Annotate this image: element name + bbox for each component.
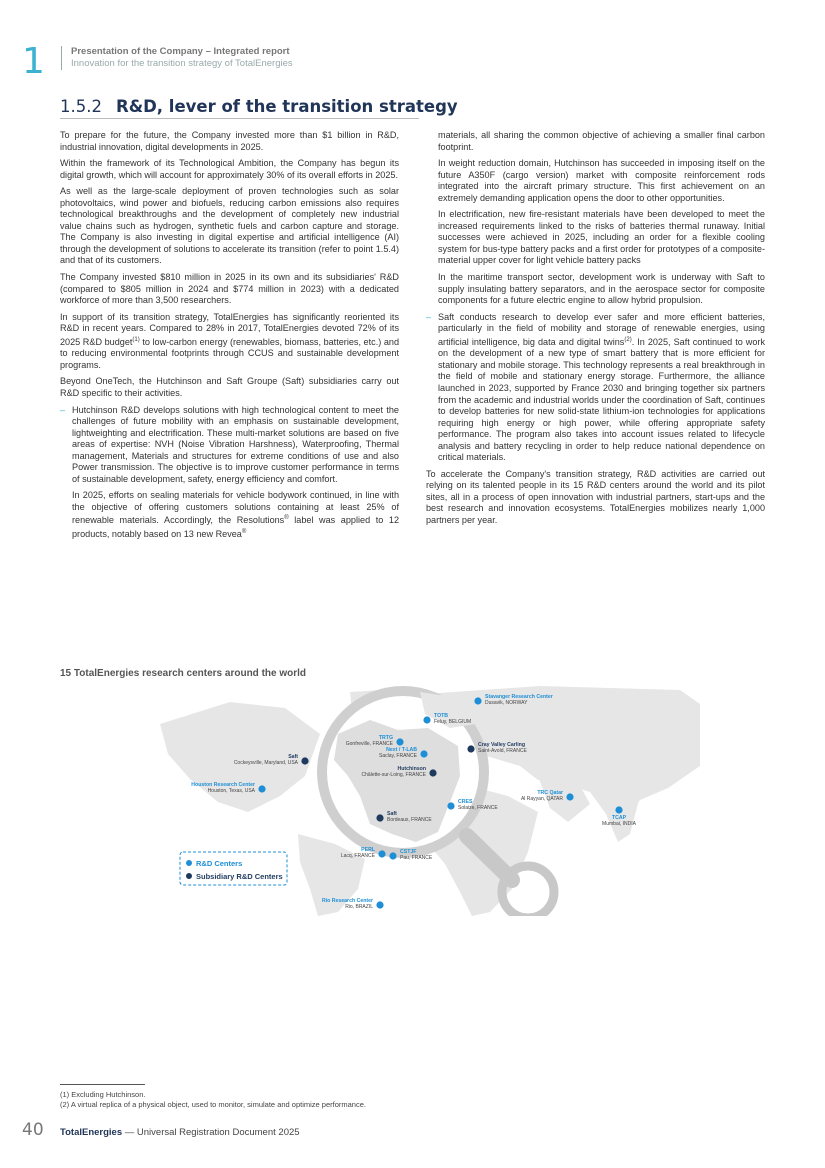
center-name: TOTB: [434, 713, 449, 719]
paragraph: To accelerate the Company's transition strategy, R&D activities are carried out relying on its talented people in its 15 R&D centers around the world and its pilot sites, all in a process of open innovation with industrial partners, start-ups and the best research and innovation ecosystems. TotalEnergies mobilizes nearly 1,000 partners per year.: [426, 468, 765, 525]
legend-subsidiary: Subsidiary R&D Centers: [196, 872, 283, 881]
center-name: Saft: [288, 754, 298, 760]
center-name: Stavanger Research Center: [485, 694, 553, 700]
center-dot: [378, 850, 385, 857]
center-location: Al Rayyan, QATAR: [520, 796, 563, 802]
research-centers-map: [120, 684, 700, 916]
footnote-1: (1) Excluding Hutchinson.: [60, 1090, 146, 1099]
chapter-number: 1: [22, 41, 45, 82]
paragraph: In support of its transition strategy, TotalEnergies has significantly reoriented its R&D in recent years. Compared to 28% in 2017, TotalEnergies devoted 72% of its 2025 R&D budget$^{(1)}$ to low-carbon energy (renewables, biomass, batteries, etc.) and to reducing environmental footprints through CCUS and sustainable development programs.: [60, 311, 399, 370]
center-dot: [396, 738, 403, 745]
center-dot: [301, 757, 308, 764]
center-name: Cray Valley Carling: [478, 742, 525, 748]
center-location: Saint-Avold, FRANCE: [478, 748, 527, 754]
center-dot: [376, 901, 383, 908]
footer-text: TotalEnergies — Universal Registration Document 2025: [60, 1127, 300, 1138]
center-location: Feluy, BELGIUM: [434, 719, 472, 725]
center-location: Saclay, FRANCE: [379, 753, 417, 759]
center-location: Mumbai, INDIA: [602, 821, 636, 827]
center-dot: [615, 806, 622, 813]
center-name: Next / T-LAB: [386, 747, 417, 753]
paragraph: The Company invested $810 million in 2025 in its own and its subsidiaries' R&D (compared to $805 million in 2024 and $774 million in 2023) with a dedicated workforce of more than 3,500 researchers.: [60, 272, 399, 306]
map-legend: [180, 852, 287, 885]
footnote-rule: [60, 1084, 145, 1085]
center-name: Hutchinson: [397, 766, 426, 772]
center-location: Houston, Texas, USA: [207, 788, 255, 794]
paragraph: Beyond OneTech, the Hutchinson and Saft Groupe (Saft) subsidiaries carry out R&D specific to their activities.: [60, 376, 399, 398]
section-heading: [60, 97, 458, 116]
bullet-hutchinson: – Hutchinson R&D develops solutions with high technological content to meet the challenges of future mobility with an emphasis on sustainable development, lightweighting and electrification. These multi-market solutions are based on five areas of expertise: NVH (Noise Vibration Harshness), Waterproofing, Thermal management, Materials and structures for extreme conditions of use and also Power transmission. The objective is to improve customer performance in terms of sustainable development, safety, energy efficiency and comfort.: [60, 405, 399, 486]
paragraph: As well as the large-scale deployment of proven technologies such as solar photovoltaics, wind power and biofuels, reducing carbon emissions also requires technological breakthroughs and the development of completely new industrial value chains such as hydrogen, synthetic fuels and carbon capture and storage. The Company is also investing in digital expertise and artificial intelligence (AI) through the development of solutions to accelerate its transition (refer to point 1.5.4) and that of its customers.: [60, 186, 399, 266]
center-name: Saft: [387, 811, 397, 817]
center-name: CSTJF: [400, 849, 417, 855]
header-subtitle: Innovation for the transition strategy of TotalEnergies: [71, 58, 293, 69]
center-location: Pau, FRANCE: [400, 855, 433, 861]
center-dot: [566, 793, 573, 800]
center-name: TCAP: [611, 815, 627, 821]
section-title: R&D, lever of the transition strategy: [115, 97, 458, 116]
center-location: Lacq, FRANCE: [340, 853, 375, 859]
center-dot: [467, 745, 474, 752]
center-dot: [447, 802, 454, 809]
center-name: Houston Research Center: [191, 782, 255, 788]
left-column: [60, 130, 399, 546]
center-name: TRTG: [378, 735, 393, 741]
center-dot: [258, 785, 265, 792]
paragraph: In 2025, efforts on sealing materials for vehicle bodywork continued, in line with the objective of offering customers solutions containing at least 25% of renewable materials. Accordingly, the Resolutions® label was applied to 12 products, notably based on 13 new Revea®: [72, 490, 399, 540]
footnote-2: (2) A virtual replica of a physical object, used to monitor, simulate and optimize performance.: [60, 1100, 366, 1109]
section-rule: [60, 118, 419, 119]
bullet-saft: – Saft conducts research to develop ever safer and more efficient batteries, particularly in the field of mobility and storage of renewable energies, using artificial intelligence, big data and digital twins$^{(2)}$. In 2025, Saft continued to work on the development of a new type of smart battery that is more efficient for stationary and mobile storage. This technology represents a real breakthrough in the field of mobile and stationary energy storage. Furthermore, the alliance launched in 2023, supported by France 2030 and bringing together six partners from the academic and industrial worlds under the coordination of Saft, continues to develop batteries for new solid-state lithium-ion technologies for applications requiring high energy or high power, while offering appropriate safety performance. The program also takes into account issues related to lifecycle analysis and battery recycling in order to help reduce national dependence on critical materials.: [426, 312, 765, 464]
center-dot: [429, 769, 436, 776]
header-divider: [61, 46, 62, 70]
center-name: CRES: [458, 799, 473, 805]
paragraph: In the maritime transport sector, development work is underway with Saft to supply insulating battery separators, and in the aerospace sector for composite components for a future electric engine to allow hybrid propulsion.: [438, 272, 765, 306]
section-number: 1.5.2: [60, 97, 102, 116]
center-dot: [423, 716, 430, 723]
center-dot: [420, 750, 427, 757]
paragraph: In electrification, new fire-resistant materials have been developed to meet the increased requirements linked to the risks of batteries thermal runaway. Initial successes were achieved in 2025, including an order for a flexible cooling system for bus-type battery packs and a first order for prototypes of a composite-material upper cover for light vehicle battery packs: [438, 209, 765, 266]
page-number: 40: [22, 1120, 44, 1140]
map-title: 15 TotalEnergies research centers around the world: [60, 668, 307, 679]
center-location: Rio, BRAZIL: [345, 904, 373, 910]
center-location: Bordeaux, FRANCE: [387, 817, 432, 823]
center-location: Solaize, FRANCE: [458, 805, 498, 811]
footnote-ref: (1): [132, 336, 140, 343]
center-dot: [376, 814, 383, 821]
right-column: [426, 130, 765, 532]
center-location: Dusavik, NORWAY: [485, 700, 528, 706]
footnote-ref: (2): [624, 336, 632, 343]
header-title: Presentation of the Company – Integrated report: [71, 46, 290, 57]
center-location: Châlette-sur-Loing, FRANCE: [361, 772, 426, 778]
center-location: Cockeysville, Maryland, USA: [233, 760, 298, 766]
center-location: Gonfreville, FRANCE: [345, 741, 393, 747]
center-name: PERL: [361, 847, 375, 853]
paragraph: To prepare for the future, the Company invested more than $1 billion in R&D, industrial innovation, digital developments in 2025.: [60, 130, 399, 152]
center-name: Rio Research Center: [321, 898, 373, 904]
paragraph: materials, all sharing the common objective of achieving a smaller final carbon footprint.: [438, 130, 765, 152]
paragraph: In weight reduction domain, Hutchinson has succeeded in imposing itself on the future A350F (cargo version) market with composite reinforcement rods integrated into the aircraft primary structure. This first achievement on an extremely demanding application opens the door to other opportunities.: [438, 158, 765, 203]
center-name: TRC Qatar: [537, 790, 563, 796]
center-dot: [389, 852, 396, 859]
world-map: [120, 684, 700, 916]
legend-rd: R&D Centers: [196, 859, 243, 868]
center-dot: [474, 697, 481, 704]
paragraph: Within the framework of its Technological Ambition, the Company has begun its digital growth, which will account for approximately 30% of its overall efforts in 2025.: [60, 158, 399, 180]
